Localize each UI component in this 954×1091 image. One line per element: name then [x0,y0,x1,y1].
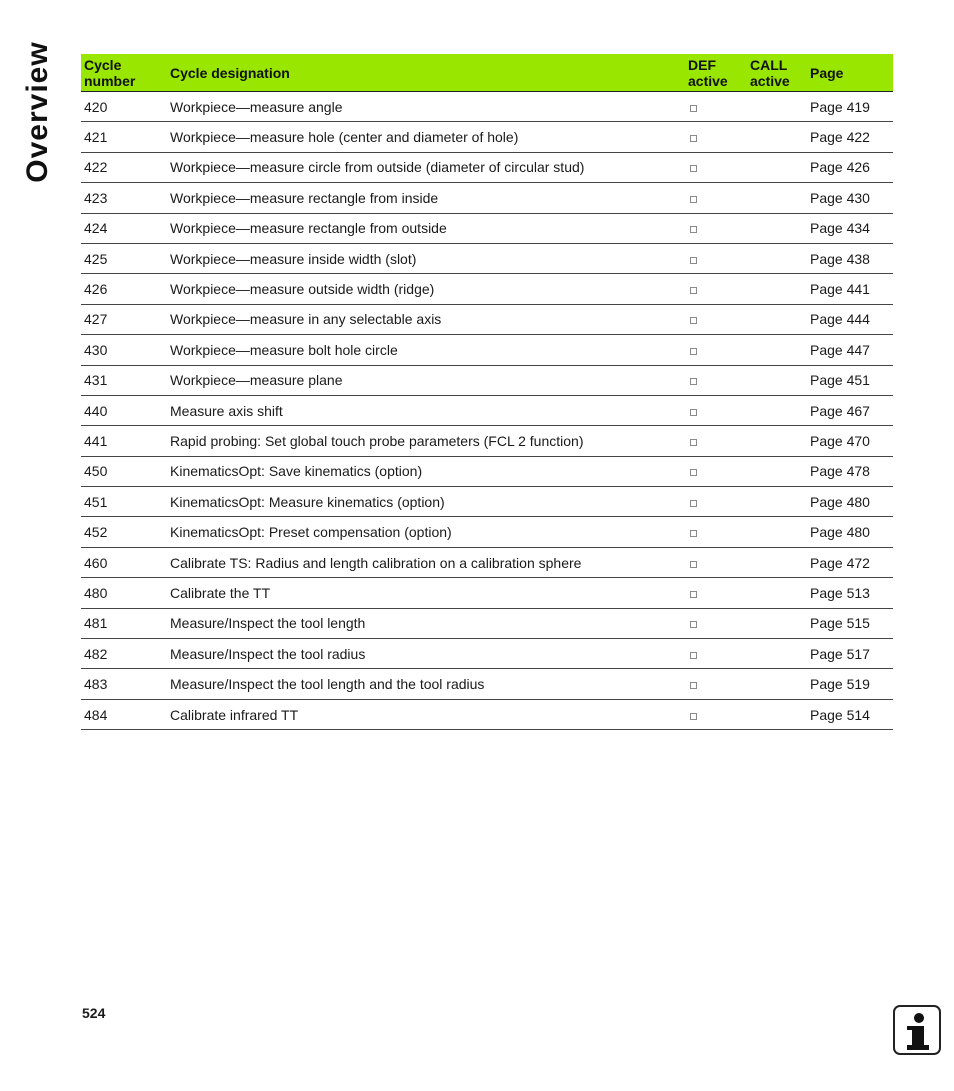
header-def-active: DEF active [685,54,747,92]
cycle-designation: Measure axis shift [167,395,685,425]
square-bullet-icon [690,317,697,324]
header-cycle-designation: Cycle designation [167,54,685,92]
table-row [81,395,893,425]
call-active-cell [747,365,807,395]
cycle-number: 483 [81,669,167,699]
cycle-number: 450 [81,456,167,486]
def-active-cell [685,92,747,122]
table-row [81,365,893,395]
def-active-cell [685,243,747,273]
def-active-cell [685,517,747,547]
cycle-number: 440 [81,395,167,425]
square-bullet-icon [690,652,697,659]
cycle-number: 441 [81,426,167,456]
square-bullet-icon [690,591,697,598]
square-bullet-icon [690,378,697,385]
square-bullet-icon [690,469,697,476]
table-row [81,183,893,213]
side-title-text: Overview [21,41,54,183]
cycle-number: 430 [81,335,167,365]
cycle-designation: Calibrate TS: Radius and length calibration on a calibration sphere [167,547,685,577]
page-reference: Page 426 [807,152,893,182]
call-active-cell [747,639,807,669]
cycle-number: 426 [81,274,167,304]
table-row [81,274,893,304]
table-row [81,335,893,365]
square-bullet-icon [690,409,697,416]
page-reference: Page 480 [807,487,893,517]
def-active-cell [685,578,747,608]
cycle-number: 451 [81,487,167,517]
page-reference: Page 480 [807,517,893,547]
page-reference: Page 441 [807,274,893,304]
call-active-cell [747,578,807,608]
def-active-cell [685,365,747,395]
page-reference: Page 467 [807,395,893,425]
cycle-number: 460 [81,547,167,577]
cycle-designation: Calibrate infrared TT [167,699,685,729]
def-active-cell [685,699,747,729]
def-active-cell [685,304,747,334]
side-title [18,41,58,183]
cycle-number: 424 [81,213,167,243]
cycle-designation: Workpiece—measure hole (center and diameter of hole) [167,122,685,152]
page-reference: Page 451 [807,365,893,395]
page-reference: Page 517 [807,639,893,669]
call-active-cell [747,243,807,273]
cycle-number: 427 [81,304,167,334]
call-active-cell [747,547,807,577]
info-icon-dot [914,1013,924,1023]
table-row [81,304,893,334]
cycle-designation: Workpiece—measure plane [167,365,685,395]
square-bullet-icon [690,257,697,264]
def-active-cell [685,547,747,577]
cycle-table [81,54,893,730]
square-bullet-icon [690,226,697,233]
info-icon-base [907,1045,929,1050]
table-row [81,517,893,547]
page-reference: Page 430 [807,183,893,213]
page-number: 524 [82,1005,106,1021]
def-active-cell [685,213,747,243]
table-row [81,152,893,182]
call-active-cell [747,487,807,517]
page-reference: Page 514 [807,699,893,729]
cycle-designation: Workpiece—measure circle from outside (diameter of circular stud) [167,152,685,182]
cycle-number: 420 [81,92,167,122]
cycle-designation: Measure/Inspect the tool radius [167,639,685,669]
call-active-cell [747,395,807,425]
page-reference: Page 519 [807,669,893,699]
table-row [81,608,893,638]
square-bullet-icon [690,439,697,446]
cycle-designation: Workpiece—measure in any selectable axis [167,304,685,334]
page-reference: Page 478 [807,456,893,486]
header-page: Page [807,54,893,92]
header-call-active: CALL active [747,54,807,92]
cycle-designation: Workpiece—measure inside width (slot) [167,243,685,273]
cycle-number: 421 [81,122,167,152]
cycle-number: 423 [81,183,167,213]
cycle-number: 452 [81,517,167,547]
info-icon [893,1005,941,1055]
table-body [81,92,893,730]
table-row [81,243,893,273]
call-active-cell [747,669,807,699]
cycle-designation: Measure/Inspect the tool length [167,608,685,638]
square-bullet-icon [690,105,697,112]
table-header [81,54,893,92]
table-row [81,92,893,122]
page-reference: Page 513 [807,578,893,608]
call-active-cell [747,517,807,547]
cycle-number: 482 [81,639,167,669]
cycle-designation: Workpiece—measure outside width (ridge) [167,274,685,304]
def-active-cell [685,152,747,182]
cycle-designation: KinematicsOpt: Preset compensation (option) [167,517,685,547]
cycle-designation: Workpiece—measure angle [167,92,685,122]
square-bullet-icon [690,530,697,537]
def-active-cell [685,487,747,517]
call-active-cell [747,122,807,152]
table-row [81,669,893,699]
cycle-number: 431 [81,365,167,395]
def-active-cell [685,335,747,365]
table-row [81,699,893,729]
def-active-cell [685,122,747,152]
square-bullet-icon [690,348,697,355]
cycle-number: 425 [81,243,167,273]
def-active-cell [685,395,747,425]
page-reference: Page 470 [807,426,893,456]
square-bullet-icon [690,135,697,142]
cycle-designation: Workpiece—measure rectangle from inside [167,183,685,213]
table-row [81,213,893,243]
page-reference: Page 515 [807,608,893,638]
square-bullet-icon [690,287,697,294]
page-reference: Page 444 [807,304,893,334]
def-active-cell [685,608,747,638]
cycle-designation: Workpiece—measure bolt hole circle [167,335,685,365]
cycle-designation: Measure/Inspect the tool length and the tool radius [167,669,685,699]
call-active-cell [747,274,807,304]
page-reference: Page 447 [807,335,893,365]
cycle-designation: Workpiece—measure rectangle from outside [167,213,685,243]
call-active-cell [747,608,807,638]
square-bullet-icon [690,561,697,568]
def-active-cell [685,669,747,699]
cycle-designation: Calibrate the TT [167,578,685,608]
table-row [81,639,893,669]
def-active-cell [685,639,747,669]
square-bullet-icon [690,196,697,203]
page-reference: Page 438 [807,243,893,273]
square-bullet-icon [690,165,697,172]
call-active-cell [747,152,807,182]
def-active-cell [685,274,747,304]
cycle-designation: KinematicsOpt: Measure kinematics (option) [167,487,685,517]
cycle-number: 481 [81,608,167,638]
cycle-designation: Rapid probing: Set global touch probe parameters (FCL 2 function) [167,426,685,456]
header-row [81,54,893,92]
table-row [81,426,893,456]
page-reference: Page 472 [807,547,893,577]
table-row [81,578,893,608]
call-active-cell [747,335,807,365]
cycle-number: 484 [81,699,167,729]
def-active-cell [685,456,747,486]
def-active-cell [685,426,747,456]
call-active-cell [747,456,807,486]
cycle-number: 480 [81,578,167,608]
call-active-cell [747,213,807,243]
def-active-cell [685,183,747,213]
call-active-cell [747,92,807,122]
cycle-number: 422 [81,152,167,182]
table-row [81,122,893,152]
call-active-cell [747,426,807,456]
call-active-cell [747,183,807,213]
square-bullet-icon [690,713,697,720]
page-reference: Page 434 [807,213,893,243]
page-reference: Page 419 [807,92,893,122]
table-row [81,547,893,577]
square-bullet-icon [690,621,697,628]
square-bullet-icon [690,682,697,689]
square-bullet-icon [690,500,697,507]
header-cycle-number: Cycle number [81,54,167,92]
call-active-cell [747,304,807,334]
table-row [81,456,893,486]
page-reference: Page 422 [807,122,893,152]
call-active-cell [747,699,807,729]
table-row [81,487,893,517]
cycle-designation: KinematicsOpt: Save kinematics (option) [167,456,685,486]
